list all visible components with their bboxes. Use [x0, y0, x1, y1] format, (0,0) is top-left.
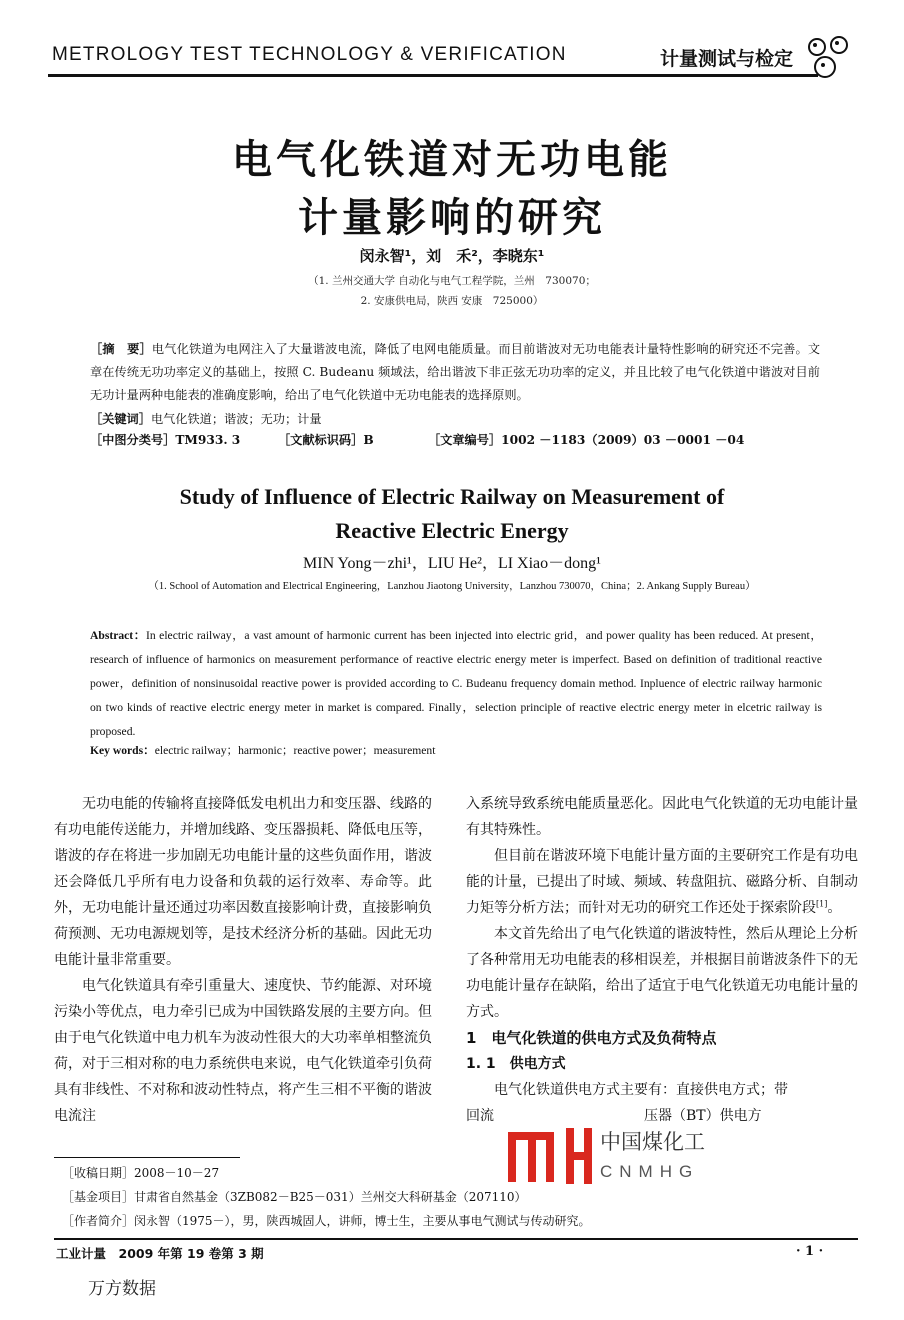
authors-en: MIN Yong－zhi¹，LIU He²，LI Xiao－dong¹ — [303, 555, 601, 572]
paragraph-text: 但目前在谐波环境下电能计量方面的主要研究工作是有功电能的计量，已提出了时域、频域、转盘阻抗、磁路分析、自制动力矩等分析方法；而针对无功的研究工作还处于探索阶段 — [466, 848, 858, 916]
keywords-en — [90, 742, 435, 758]
cnmhg-logo-icon — [508, 1128, 592, 1184]
doc-code-value: B — [363, 433, 374, 447]
paragraph: 电气化铁道具有牵引重量大、速度快、节约能源、对环境污染小等优点，电力牵引已成为中国铁路发展的主要方向。但由于电气化铁道中电力机车为波动性很大的大功率单相整流负荷，对于三相对称的电力系统供电来说，电气化铁道牵引负荷具有非线性、不对称和波动性特点，将产生三相不平衡的谐波电流注 — [54, 978, 432, 1124]
doc-code-label: ［文献标识码］ — [278, 433, 364, 447]
paragraph — [466, 843, 858, 921]
clc-label: ［中图分类号］ — [90, 433, 176, 447]
abstract-en-label: Abstract： — [90, 629, 146, 642]
paragraph: 无功电能的传输将直接降低发电机出力和变压器、线路的有功电能传送能力，并增加线路、变压器损耗、降低电压等，谐波的存在将进一步加剧无功电能计量的这些负面作用，谐波还会降低几乎所有电力设备和负载的运行效率、寿命等。此外，无功电能计量还通过功率因数直接影响计费，直接影响负荷预测、无功电源规划等，是技术经济分析的基础。因此无功电能计量非常重要。 — [54, 796, 432, 968]
keywords-cn-label: ［关键词］ — [90, 412, 151, 426]
keywords-en-label: Key words： — [90, 744, 155, 757]
keywords-cn-text: 电气化铁道；谐波；无功；计量 — [150, 412, 322, 426]
keywords-en-text: electric railway；harmonic；reactive power；measurement — [154, 744, 436, 757]
abstract-en — [90, 624, 822, 744]
paragraph-end: 。 — [827, 900, 842, 916]
journal-name-cn: 计量测试与检定 — [660, 48, 794, 70]
section-heading-1: 1 电气化铁道的供电方式及负荷特点 — [466, 1029, 717, 1047]
abstract-cn — [90, 338, 820, 407]
footnote-rule — [54, 1157, 240, 1158]
footnote-received: ［收稿日期］2008－10－27 — [62, 1166, 220, 1180]
abstract-en-text: In electric railway，a vast amount of harmonic current has been injected into electric grid，and power quality has been reduced. At present，research of influence of harmonics on measurement performance of reactive electric energy meter is imperfect. Based on definition of traditional reactive power，definition of nonsinusoidal reactive power is provided according to C. Budeanu frequency domain method. Inpluence of electric railway harmonic on two kinds of reactive electric energy meter in market is compared. Finally，selection principle of reactive electric energy meter in elcetric railway is proposed. — [90, 629, 822, 738]
paragraph: 电气化铁道供电方式主要有：直接供电方式；带 — [494, 1082, 788, 1098]
overlay-text-en: CNMHG — [600, 1162, 700, 1181]
title-en-line-1: Study of Influence of Electric Railway on Measurement of — [179, 484, 725, 509]
paragraph-text-a: 回流 — [466, 1108, 494, 1124]
paragraph: 入系统导致系统电能质量恶化。因此电气化铁道的无功电能计量有其特殊性。 — [466, 796, 858, 838]
footnote-author: ［作者简介］闵永智（1975－），男，陕西城固人，讲师，博士生，主要从事电气测试与传动研究。 — [62, 1214, 591, 1228]
authors-cn: 闵永智¹，刘 禾²，李晓东¹ — [359, 247, 545, 265]
clc-value: TM933. 3 — [175, 433, 241, 447]
footer-journal-issue: 工业计量 2009 年第 19 卷第 3 期 — [56, 1246, 264, 1261]
title-line-1: 电气化铁道对无功电能 — [232, 137, 672, 183]
affiliation-en: （1. School of Automation and Electrical Engineering，Lanzhou Jiaotong University，Lanzhou 730070，China；2. Ankang Supply Bureau） — [148, 581, 756, 592]
abstract-cn-label: ［摘 要］ — [90, 342, 152, 356]
overlay-text-cn: 中国煤化工 — [600, 1126, 705, 1156]
footnote-fund: ［基金项目］甘肃省自然基金（3ZB082－B25－031）兰州交大科研基金（207110） — [62, 1190, 527, 1204]
page-number: · 1 · — [796, 1244, 824, 1259]
body-column-left — [54, 791, 432, 1129]
watermark-wanfang: 万方数据 — [88, 1279, 156, 1299]
title-en-line-2: Reactive Electric Energy — [335, 518, 569, 543]
paragraph: 本文首先给出了电气化铁道的谐波特性，然后从理论上分析了各种常用无功电能表的移相误差，并根据目前谐波条件下的无功电能计量存在缺陷，给出了适宜于电气化铁道无功电能计量的方式。 — [466, 926, 858, 1020]
title-line-2: 计量影响的研究 — [298, 195, 606, 241]
keywords-cn — [90, 408, 820, 431]
paragraph-text-b: 压器（BT）供电方 — [644, 1108, 762, 1124]
footer-rule — [54, 1238, 858, 1240]
article-no-value: 1002 －1183（2009）03 －0001 －04 — [501, 433, 745, 447]
article-no-label: ［文章编号］ — [428, 433, 502, 447]
affiliation-cn-1: （1. 兰州交通大学 自动化与电气工程学院，兰州 730070； — [308, 275, 596, 287]
header-rule — [48, 74, 818, 77]
journal-logo-icon — [806, 34, 856, 84]
affiliation-cn-2: 2. 安康供电局，陕西 安康 725000） — [360, 295, 544, 307]
body-column-right — [466, 791, 858, 1129]
section-heading-1-1: 1. 1 供电方式 — [466, 1056, 566, 1072]
citation-ref: [1] — [816, 899, 828, 909]
journal-name-en: METROLOGY TEST TECHNOLOGY & VERIFICATION — [52, 44, 567, 65]
abstract-cn-text: 电气化铁道为电网注入了大量谐波电流，降低了电网电能质量。而目前谐波对无功电能表计量特性影响的研究还不完善。文章在传统无功功率定义的基础上，按照 C. Budeanu 频域法，给出谐波下非正弦无功功率的定义，并且比较了电气化铁道中谐波对目前无功计量两种电能表的准确度影响，给出了电气化铁道中无功电能表的选择原则。 — [90, 342, 821, 402]
